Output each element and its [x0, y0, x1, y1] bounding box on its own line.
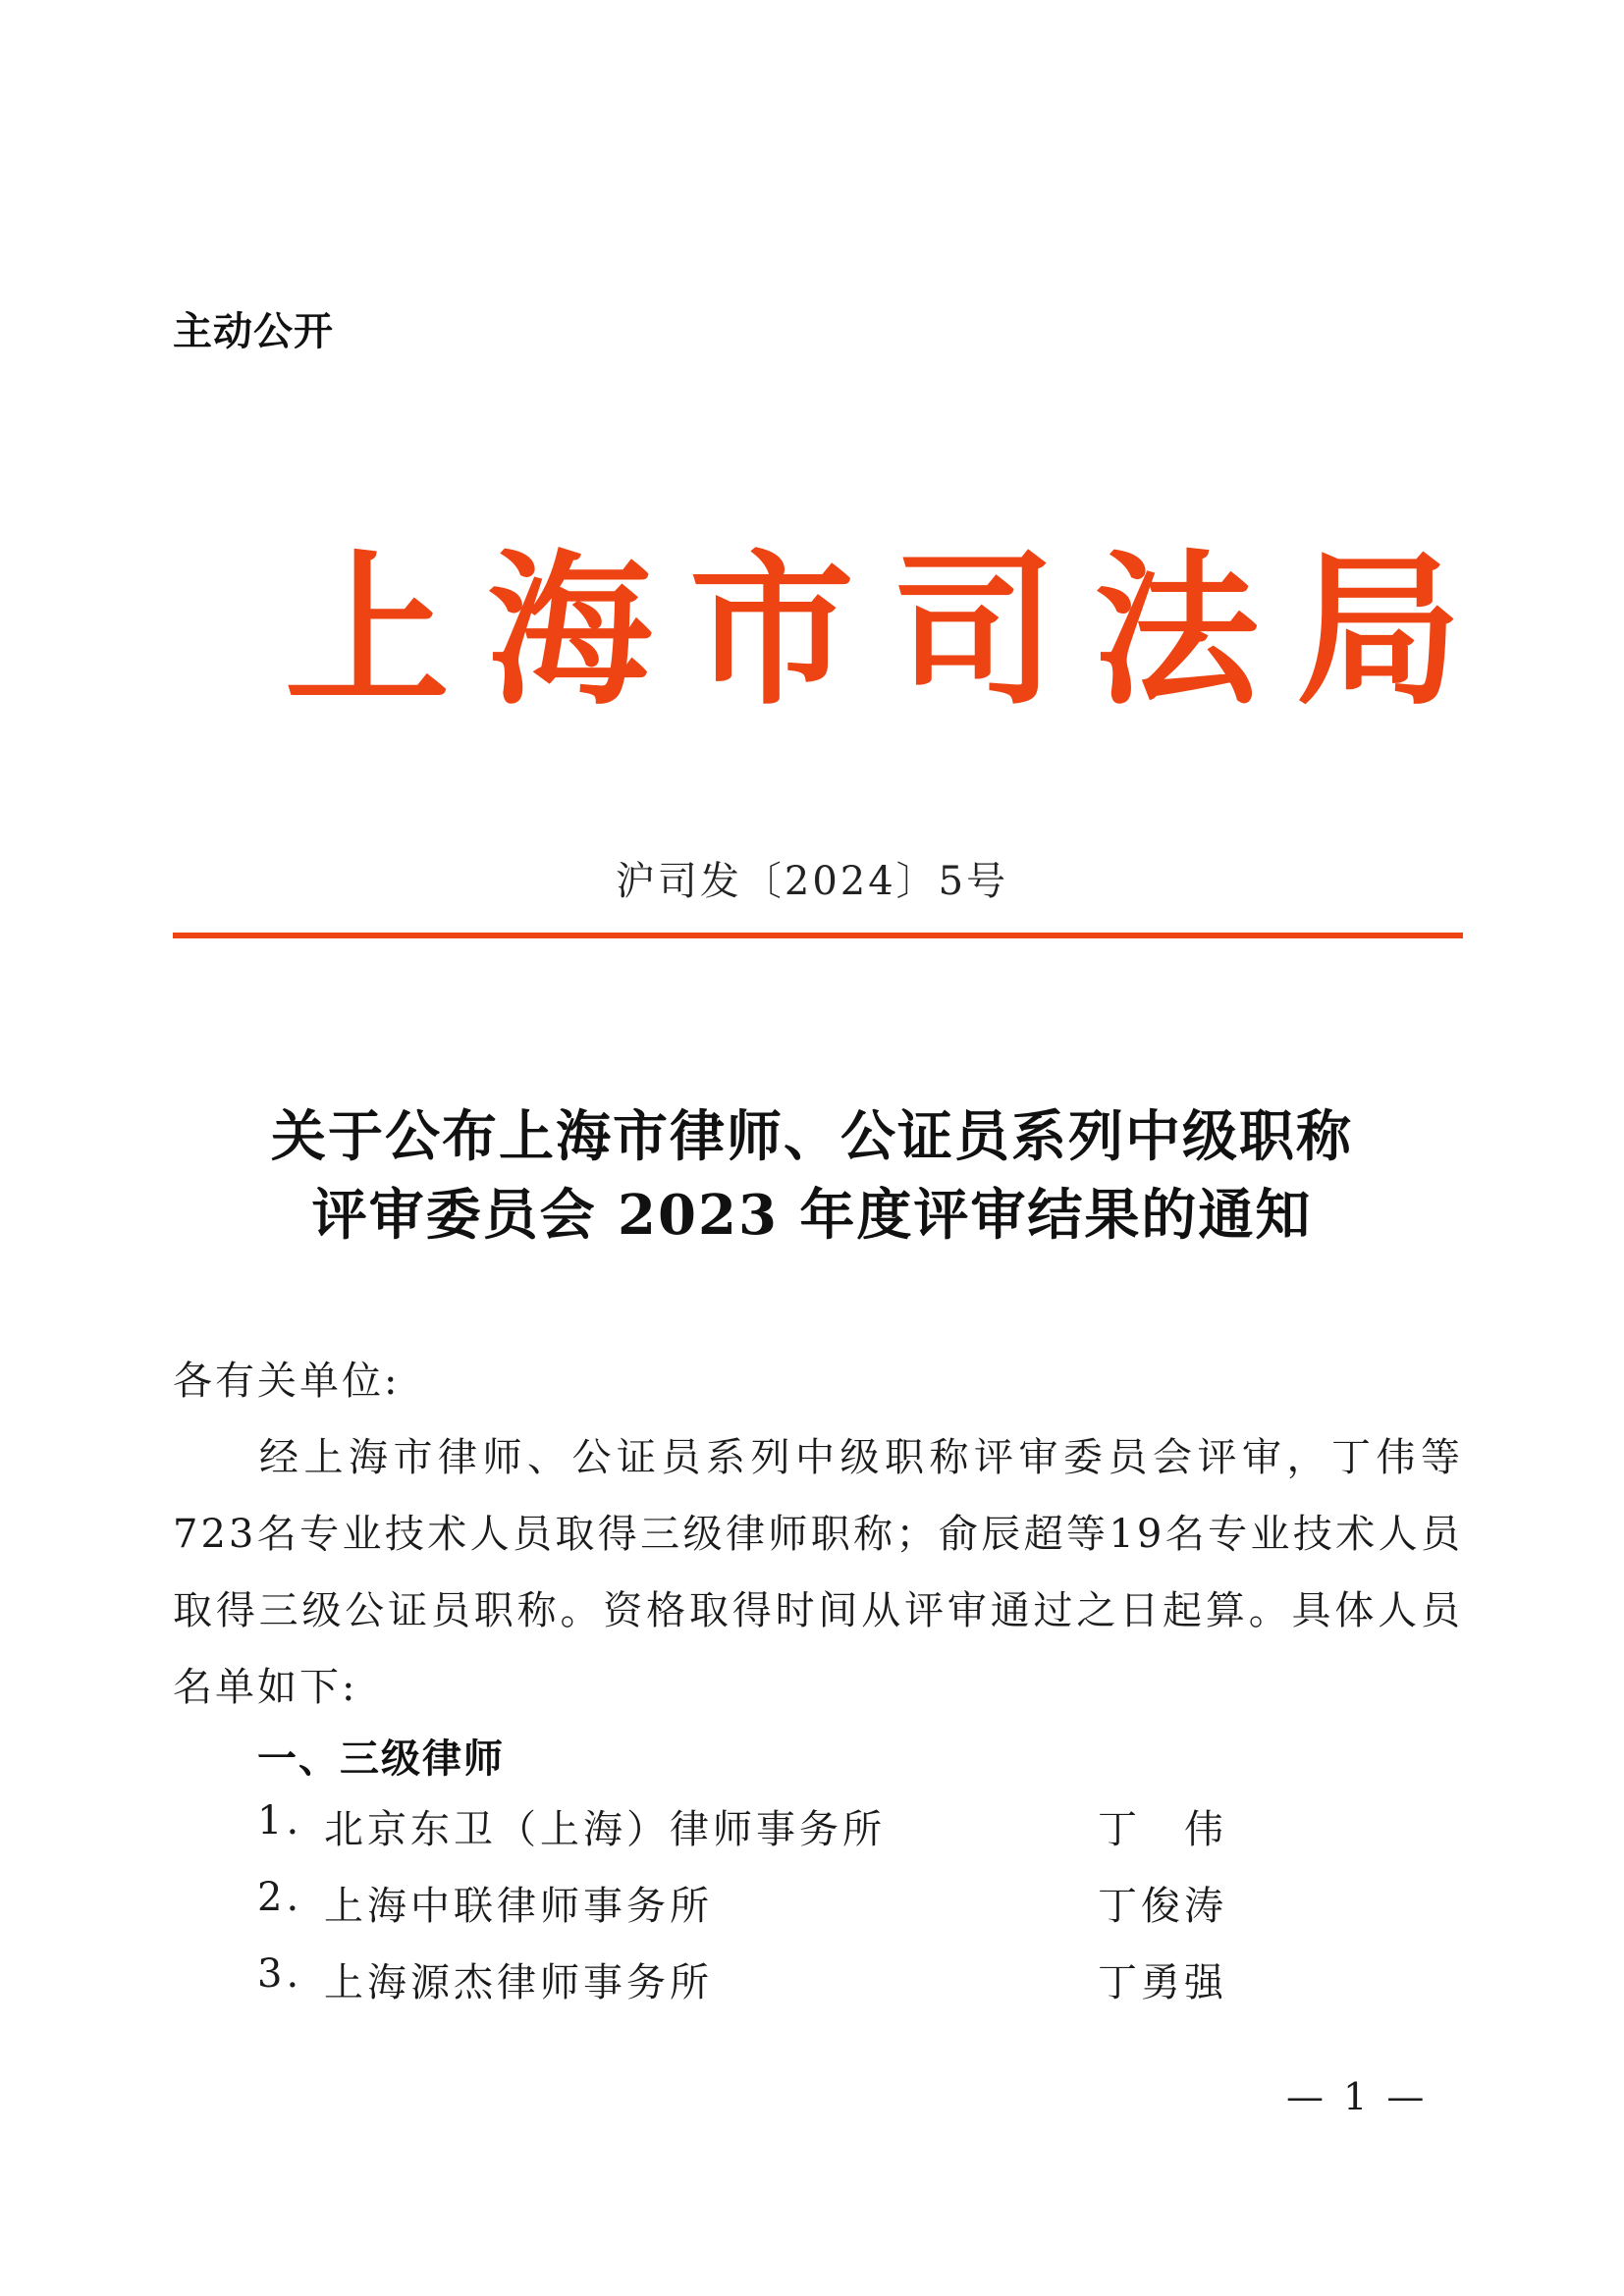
page-number: — 1 — [1286, 2075, 1429, 2118]
list-item-name: 丁 伟 [1098, 1807, 1227, 1852]
title-line-2: 评审委员会 2023 年度评审结果的通知 [311, 1183, 1313, 1248]
list-item [257, 1875, 1337, 1951]
list-item-name: 丁俊涛 [1098, 1884, 1227, 1929]
list-item-index: 1. [257, 1798, 303, 1843]
issuing-authority-masthead: 上海市司法局 [285, 533, 1498, 727]
document-number: 沪司发〔2024〕5号 [615, 859, 1009, 904]
list-item-organization: 北京东卫（上海）律师事务所 [324, 1807, 886, 1852]
list-item-name: 丁勇强 [1098, 1960, 1227, 2005]
list-item [257, 1798, 1337, 1875]
list-item-organization: 上海源杰律师事务所 [324, 1960, 713, 2005]
section-heading: 一、三级律师 [257, 1736, 505, 1782]
body-paragraph: 经上海市律师、公证员系列中级职称评审委员会评审，丁伟等723名专业技术人员取得三级律师职称；俞辰超等19名专业技术人员取得三级公证员职称。资格取得时间从评审通过之日起算。具体人员名单如下: [173, 1435, 1463, 1710]
list-item-index: 2. [257, 1875, 303, 1920]
list-item-index: 3. [257, 1951, 303, 1997]
title-line-1: 关于公布上海市律师、公证员系列中级职称 [271, 1104, 1353, 1169]
list-item-organization: 上海中联律师事务所 [324, 1884, 713, 1929]
list-item [257, 1951, 1337, 2028]
disclosure-label: 主动公开 [173, 309, 334, 354]
salutation: 各有关单位: [173, 1359, 401, 1404]
notice-title [0, 1097, 1624, 1255]
red-divider-line [173, 933, 1463, 938]
lawyer-list [257, 1798, 1337, 2028]
